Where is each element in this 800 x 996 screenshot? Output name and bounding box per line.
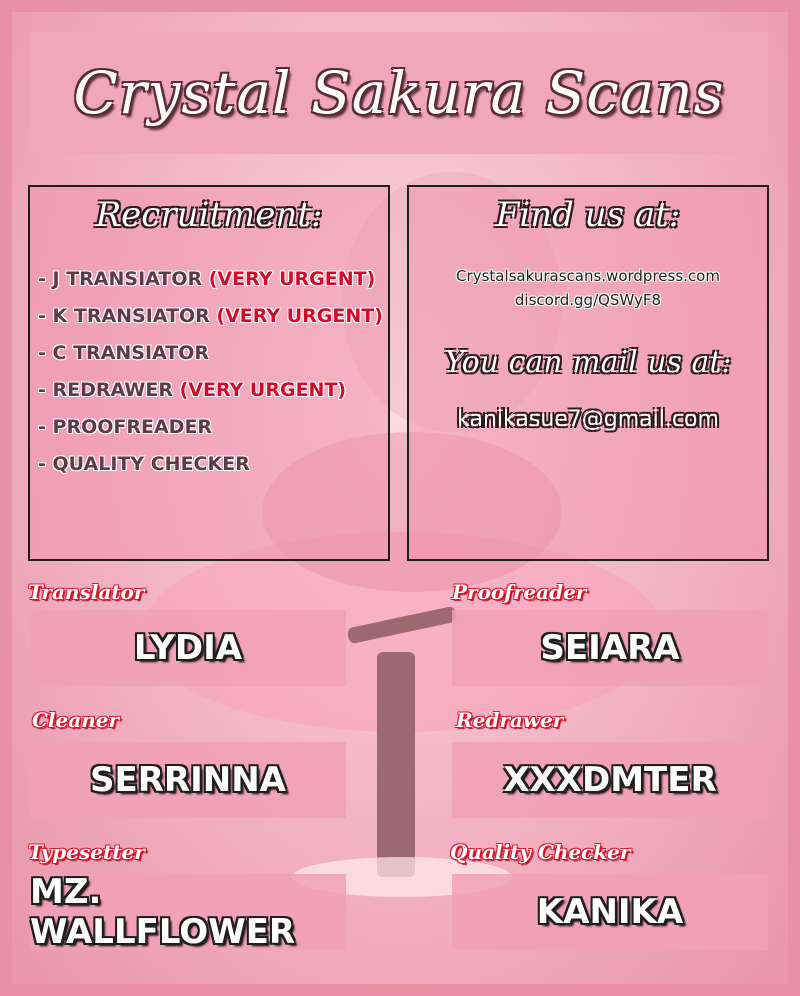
title-banner bbox=[30, 32, 768, 154]
contact-heading: Find us at: bbox=[495, 195, 681, 235]
tree-trunk bbox=[377, 652, 415, 877]
page-title: Crystal Sakura Scans bbox=[73, 59, 725, 127]
list-item: - K TRANSIATOR (VERY URGENT) bbox=[38, 305, 383, 327]
role-label-translator: Translator bbox=[28, 580, 145, 604]
role-label-redrawer: Redrawer bbox=[456, 708, 564, 732]
name-typesetter: MZ. WALLFLOWER bbox=[30, 874, 346, 950]
name-redrawer: XXXDMTER bbox=[452, 742, 768, 818]
name-translator: LYDIA bbox=[30, 610, 346, 686]
name-cleaner: SERRINNA bbox=[30, 742, 346, 818]
list-item: - REDRAWER (VERY URGENT) bbox=[38, 379, 347, 401]
list-item: - J TRANSIATOR (VERY URGENT) bbox=[38, 268, 376, 290]
recruitment-box bbox=[28, 185, 390, 561]
mail-heading: You can mail us at: bbox=[444, 345, 732, 380]
list-item: - PROOFREADER bbox=[38, 416, 213, 438]
name-quality-checker: KANIKA bbox=[452, 874, 768, 950]
role-label-quality-checker: Quality Checker bbox=[450, 840, 631, 864]
recruitment-heading: Recruitment: bbox=[95, 195, 323, 235]
recruitment-list bbox=[38, 261, 383, 483]
name-proofreader: SEIARA bbox=[452, 610, 768, 686]
list-item: - C TRANSIATOR bbox=[38, 342, 209, 364]
email-address[interactable]: kanikasue7@gmail.com bbox=[457, 407, 719, 432]
discord-link[interactable]: discord.gg/QSWyF8 bbox=[514, 291, 662, 309]
role-label-typesetter: Typesetter bbox=[28, 840, 145, 864]
list-item: - QUALITY CHECKER bbox=[38, 453, 250, 475]
role-label-cleaner: Cleaner bbox=[32, 708, 120, 732]
role-label-proofreader: Proofreader bbox=[452, 580, 587, 604]
website-link[interactable]: Crystalsakurascans.wordpress.com bbox=[456, 267, 720, 285]
contact-box bbox=[407, 185, 769, 561]
